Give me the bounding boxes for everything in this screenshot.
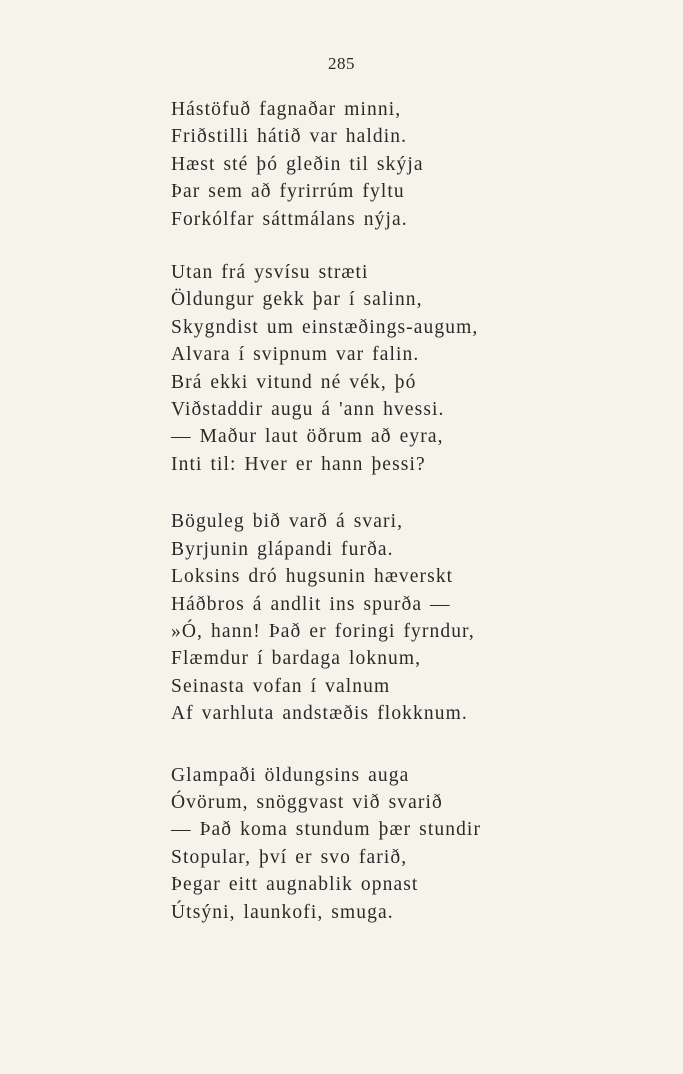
poem-line: Flæmdur í bardaga loknum, (171, 648, 422, 670)
poem-line: Skygndist um einstæðings-augum, (171, 316, 479, 338)
poem-line: Glampaði öldungsins auga (171, 764, 410, 786)
poem-line: Böguleg bið varð á svari, (171, 511, 404, 533)
poem-line: Inti til: Hver er hann þessi? (171, 453, 426, 475)
poem-line: Hástöfuð fagnaðar minni, (171, 99, 402, 120)
poem-line: Forkólfar sáttmálans nýja. (171, 208, 408, 230)
stanza-2 (171, 259, 641, 478)
poem-line: Af varhluta andstæðis flokknum. (171, 703, 468, 725)
poem-line: Stopular, því er svo farið, (171, 846, 408, 868)
poem-line: Háðbros á andlit ins spurða — (171, 593, 451, 615)
poem-line: Öldungur gekk þar í salinn, (171, 289, 423, 311)
poem-line: Hæst sté þó gleðin til skýja (171, 153, 424, 175)
poem-line: Viðstaddir augu á 'ann hvessi. (171, 399, 445, 421)
poem (171, 96, 641, 956)
poem-line: Útsýni, launkofi, smuga. (171, 901, 394, 923)
poem-line: Þegar eitt augnablik opnast (171, 874, 419, 896)
poem-line: Friðstilli hátið var haldin. (171, 126, 408, 148)
poem-line: Loksins dró hugsunin hæverskt (171, 566, 454, 588)
poem-line: — Maður laut öðrum að eyra, (171, 426, 444, 448)
poem-line: Alvara í svipnum var falin. (171, 344, 420, 366)
poem-line: Þar sem að fyrirrúm fyltu (171, 181, 405, 203)
poem-line: »Ó, hann! Það er foringi fyrndur, (171, 620, 475, 642)
page-number: 285 (328, 54, 355, 73)
stanza-4 (171, 762, 641, 926)
poem-line: Seinasta vofan í valnum (171, 675, 391, 697)
stanza-1 (171, 96, 641, 233)
poem-line: Brá ekki vitund né vék, þó (171, 371, 417, 393)
stanza-3 (171, 508, 641, 727)
poem-line: — Það koma stundum þær stundir (171, 819, 482, 841)
poem-line: Óvörum, snöggvast við svarið (171, 791, 443, 813)
poem-line: Utan frá ysvísu stræti (171, 262, 369, 284)
poem-line: Byrjunin glápandi furða. (171, 538, 394, 560)
